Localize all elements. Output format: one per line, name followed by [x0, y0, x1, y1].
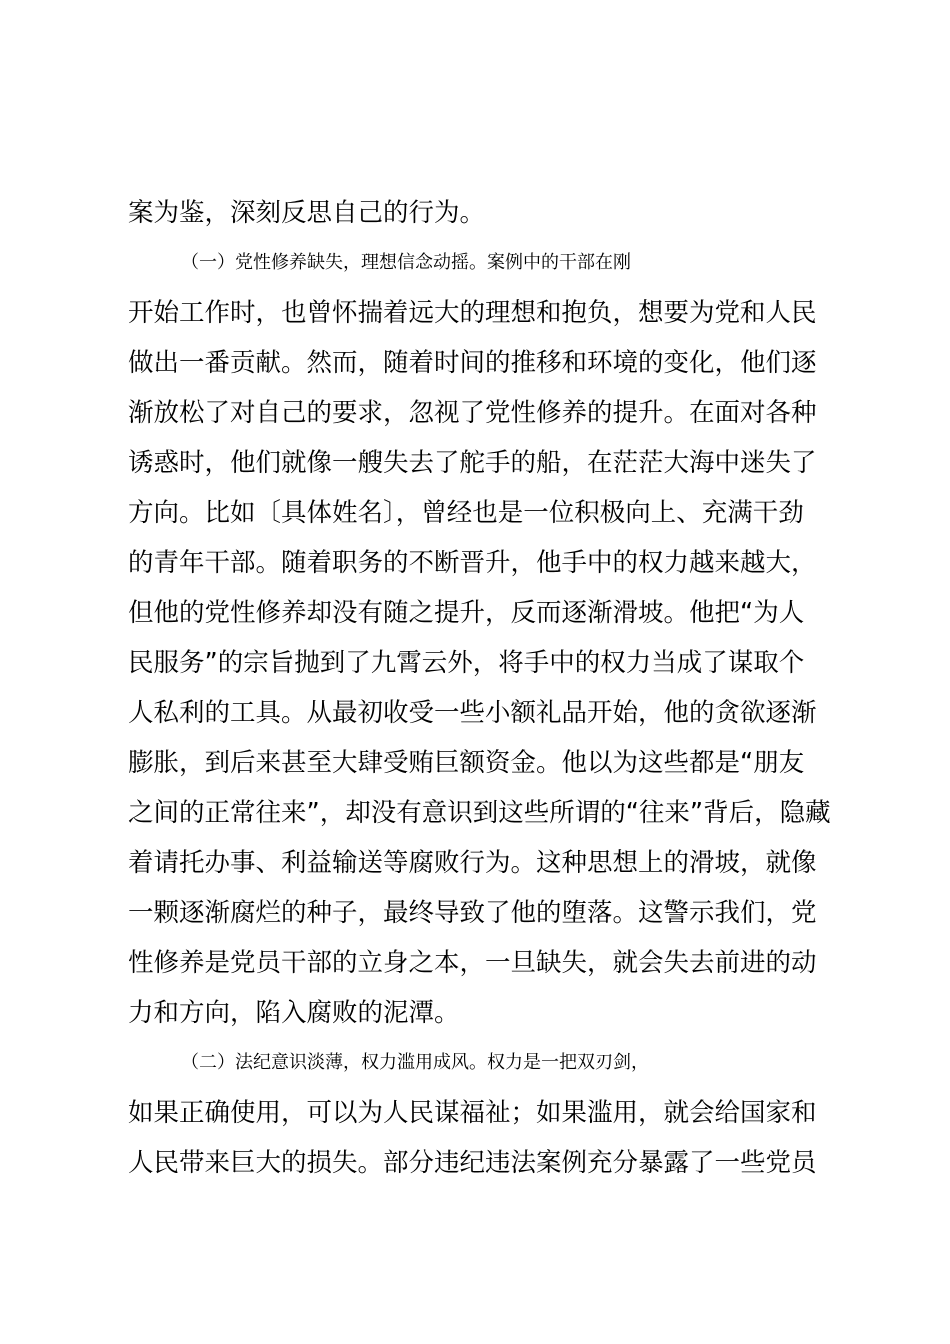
paragraph-heading-line: （二）法纪意识淡薄，权力滥用成风。权力是一把双刃剑， [181, 1052, 649, 1073]
text-line: 诱惑时，他们就像一艘失去了舵手的船，在茫茫大海中迷失了 [128, 448, 817, 478]
text-line: 之间的正常往来”，却没有意识到这些所谓的“往来”背后，隐藏 [128, 798, 831, 828]
text-line: 的青年干部。随着职务的不断晋升，他手中的权力越来越大， [128, 548, 817, 578]
text-line: 做出一番贡献。然而，随着时间的推移和环境的变化，他们逐 [128, 348, 817, 378]
paragraph-heading-line: （一）党性修养缺失，理想信念动摇。案例中的干部在刚 [181, 252, 631, 273]
text-line: 渐放松了对自己的要求，忽视了党性修养的提升。在面对各种 [128, 398, 817, 428]
text-line: 力和方向，陷入腐败的泥潭。 [128, 998, 460, 1028]
text-line: 方向。比如〔具体姓名〕，曾经也是一位积极向上、充满干劲 [128, 498, 804, 528]
document-body [128, 194, 831, 1194]
text-line: 开始工作时，也曾怀揣着远大的理想和抱负，想要为党和人民 [128, 298, 817, 328]
text-line: 民服务”的宗旨抛到了九霄云外，将手中的权力当成了谋取个 [128, 648, 805, 678]
text-line: 着请托办事、利益输送等腐败行为。这种思想上的滑坡，就像 [128, 848, 817, 878]
text-line: 人民带来巨大的损失。部分违纪违法案例充分暴露了一些党员 [128, 1148, 817, 1178]
text-line: 案为鉴，深刻反思自己的行为。 [128, 198, 486, 228]
text-line: 如果正确使用，可以为人民谋福祉；如果滥用，就会给国家和 [128, 1098, 817, 1128]
text-line: 性修养是党员干部的立身之本，一旦缺失，就会失去前进的动 [128, 948, 817, 978]
text-line: 一颗逐渐腐烂的种子，最终导致了他的堕落。这警示我们，党 [128, 898, 817, 928]
text-line: 但他的党性修养却没有随之提升，反而逐渐滑坡。他把“为人 [128, 598, 805, 628]
text-line: 人私利的工具。从最初收受一些小额礼品开始，他的贪欲逐渐 [128, 698, 817, 728]
text-line: 膨胀，到后来甚至大肆受贿巨额资金。他以为这些都是“朋友 [128, 748, 805, 778]
